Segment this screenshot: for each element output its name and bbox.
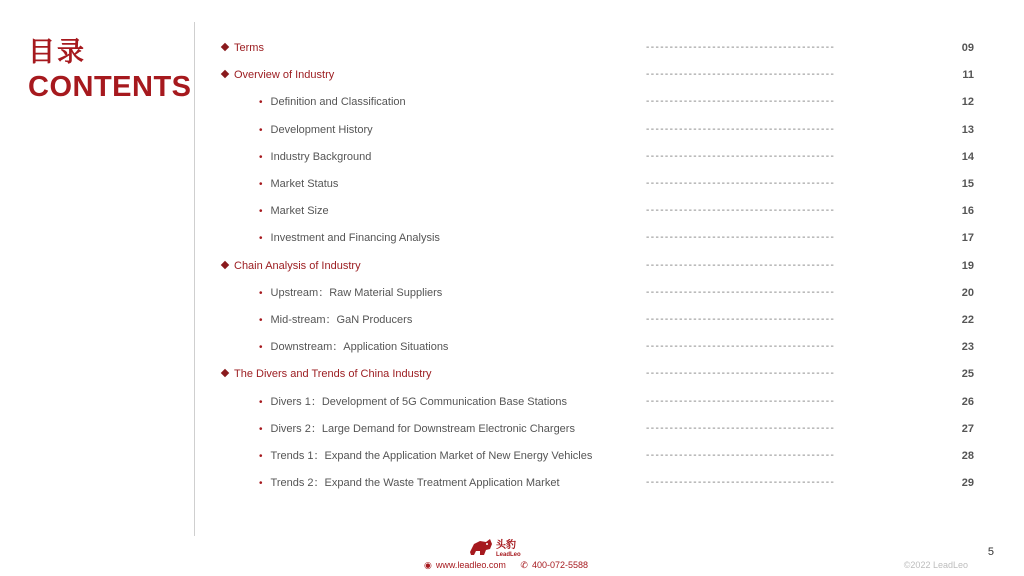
toc-subitem-row[interactable] xyxy=(0,337,1024,357)
toc-entry-label: Market Status xyxy=(270,178,339,190)
toc-section-row[interactable] xyxy=(0,38,1024,58)
toc-subitem-row[interactable] xyxy=(0,446,1024,466)
toc-leader: ---------------------------------------- xyxy=(646,69,836,81)
toc-leader: ---------------------------------------- xyxy=(646,477,836,489)
toc-entry-label: Trends 2：Expand the Waste Treatment Application Market xyxy=(270,477,560,490)
logo-en-text: LeadLeo xyxy=(496,552,521,558)
toc-leader: ---------------------------------------- xyxy=(646,205,836,217)
toc-page-number: 20 xyxy=(961,286,974,299)
leadleo-logo xyxy=(468,536,530,563)
toc-leader: ---------------------------------------- xyxy=(646,150,836,162)
toc-page-number: 11 xyxy=(962,69,974,82)
phone-icon: ✆ xyxy=(520,560,528,570)
toc-page-number: 12 xyxy=(961,96,974,109)
toc-page-number: 09 xyxy=(961,42,974,54)
toc-entry[interactable] xyxy=(259,147,371,168)
toc-subitem-row[interactable] xyxy=(0,147,1024,167)
dot-bullet-icon: • xyxy=(259,478,263,490)
toc-page-number: 23 xyxy=(961,341,974,354)
toc-entry-label: Chain Analysis of Industry xyxy=(234,259,361,272)
toc-entry-label: Investment and Financing Analysis xyxy=(270,232,440,245)
toc-entry[interactable] xyxy=(259,228,440,249)
toc-page-number: 28 xyxy=(961,450,974,462)
toc-page-number: 19 xyxy=(961,259,974,272)
toc-entry[interactable] xyxy=(259,337,448,358)
diamond-bullet-icon xyxy=(221,43,229,51)
toc-entry[interactable] xyxy=(259,446,592,467)
dot-bullet-icon: • xyxy=(259,151,263,163)
toc-subitem-row[interactable] xyxy=(0,120,1024,140)
toc-entry[interactable] xyxy=(222,364,431,384)
toc-leader: ---------------------------------------- xyxy=(646,123,836,135)
toc-entry-label: Downstream：Application Situations xyxy=(270,341,449,354)
toc-leader: ---------------------------------------- xyxy=(646,42,836,53)
toc-entry-label: Development History xyxy=(270,123,373,136)
toc-entry-label: Mid-stream：GaN Producers xyxy=(270,314,413,326)
toc-leader: ---------------------------------------- xyxy=(646,395,836,407)
toc-entry[interactable] xyxy=(259,473,560,494)
dot-bullet-icon: • xyxy=(259,451,263,462)
toc-page-number: 27 xyxy=(961,422,974,435)
toc-page-number: 26 xyxy=(961,395,974,408)
toc-entry-label: Industry Background xyxy=(270,150,372,163)
toc-entry[interactable] xyxy=(259,120,373,141)
toc-entry-label: Terms xyxy=(234,42,264,54)
copyright: ©2022 LeadLeo xyxy=(903,560,968,570)
dot-bullet-icon: • xyxy=(259,97,263,109)
toc-section-row[interactable] xyxy=(0,364,1024,384)
dot-bullet-icon: • xyxy=(259,233,263,245)
toc-subitem-row[interactable] xyxy=(0,283,1024,303)
toc-page-number: 29 xyxy=(961,477,974,490)
dot-bullet-icon: • xyxy=(259,423,263,435)
title-english: CONTENTS xyxy=(28,71,192,103)
toc-entry-label: Market Size xyxy=(270,205,329,218)
diamond-bullet-icon xyxy=(221,70,229,78)
toc-leader: ---------------------------------------- xyxy=(646,341,836,353)
dot-bullet-icon: • xyxy=(259,396,263,408)
toc-subitem-row[interactable] xyxy=(0,473,1024,493)
footer-contact xyxy=(424,560,592,571)
footer-website[interactable]: www.leadleo.com xyxy=(435,560,506,570)
toc-leader: ---------------------------------------- xyxy=(646,178,836,189)
toc-entry-label: Definition and Classification xyxy=(270,96,406,109)
toc-entry[interactable] xyxy=(259,283,442,304)
toc-subitem-row[interactable] xyxy=(0,174,1024,194)
dot-bullet-icon: • xyxy=(259,124,263,136)
toc-section-row[interactable] xyxy=(0,256,1024,276)
toc-entry-label: Upstream：Raw Material Suppliers xyxy=(270,286,443,299)
dot-bullet-icon: • xyxy=(259,179,263,190)
toc-leader: ---------------------------------------- xyxy=(646,259,836,271)
dot-bullet-icon: • xyxy=(259,206,263,218)
toc-subitem-row[interactable] xyxy=(0,228,1024,248)
toc-page-number: 13 xyxy=(961,123,974,136)
toc-entry-label: Divers 2：Large Demand for Downstream Electronic Chargers xyxy=(270,422,575,435)
toc-page-number: 16 xyxy=(961,205,974,218)
toc-entry[interactable] xyxy=(259,174,338,195)
toc-leader: ---------------------------------------- xyxy=(646,368,836,380)
toc-subitem-row[interactable] xyxy=(0,419,1024,439)
toc-subitem-row[interactable] xyxy=(0,310,1024,330)
toc-page-number: 25 xyxy=(961,368,974,381)
toc-entry-label: Trends 1：Expand the Application Market of New Energy Vehicles xyxy=(270,450,593,462)
toc-entry[interactable] xyxy=(259,310,412,331)
toc-entry[interactable] xyxy=(222,38,264,58)
toc-entry[interactable] xyxy=(259,392,567,413)
toc-leader: ---------------------------------------- xyxy=(646,232,836,244)
page-number: 5 xyxy=(987,546,994,558)
dot-bullet-icon: • xyxy=(259,315,263,326)
toc-entry[interactable] xyxy=(259,201,329,222)
dot-bullet-icon: • xyxy=(259,287,263,299)
toc-leader: ---------------------------------------- xyxy=(646,286,836,298)
toc-leader: ---------------------------------------- xyxy=(646,314,836,325)
diamond-bullet-icon xyxy=(221,369,229,377)
toc-page-number: 22 xyxy=(961,314,974,326)
title-chinese: 目录 xyxy=(28,37,86,68)
toc-leader: ---------------------------------------- xyxy=(646,422,836,434)
toc-page-number: 15 xyxy=(961,178,974,190)
dot-bullet-icon: • xyxy=(259,342,263,354)
toc-subitem-row[interactable] xyxy=(0,92,1024,112)
toc-section-row[interactable] xyxy=(0,65,1024,85)
toc-leader: ---------------------------------------- xyxy=(646,450,836,461)
toc-entry[interactable] xyxy=(222,65,334,85)
toc-entry[interactable] xyxy=(259,419,575,440)
web-icon: ◉ xyxy=(424,560,432,570)
toc-entry[interactable] xyxy=(259,92,406,113)
toc-page-number: 17 xyxy=(961,232,974,245)
toc-entry-label: Divers 1：Development of 5G Communication Base Stations xyxy=(270,395,568,408)
toc-page-number: 14 xyxy=(961,150,974,163)
leopard-logo-icon xyxy=(468,536,530,558)
toc-entry[interactable] xyxy=(222,256,361,276)
toc-entry-label: The Divers and Trends of China Industry xyxy=(234,368,432,381)
logo-cn-text: 头豹 xyxy=(496,540,516,551)
toc-subitem-row[interactable] xyxy=(0,392,1024,412)
toc-leader: ---------------------------------------- xyxy=(646,96,836,108)
diamond-bullet-icon xyxy=(221,260,229,268)
footer-phone: 400-072-5588 xyxy=(531,560,589,570)
toc-subitem-row[interactable] xyxy=(0,201,1024,221)
toc-entry-label: Overview of Industry xyxy=(234,69,335,82)
